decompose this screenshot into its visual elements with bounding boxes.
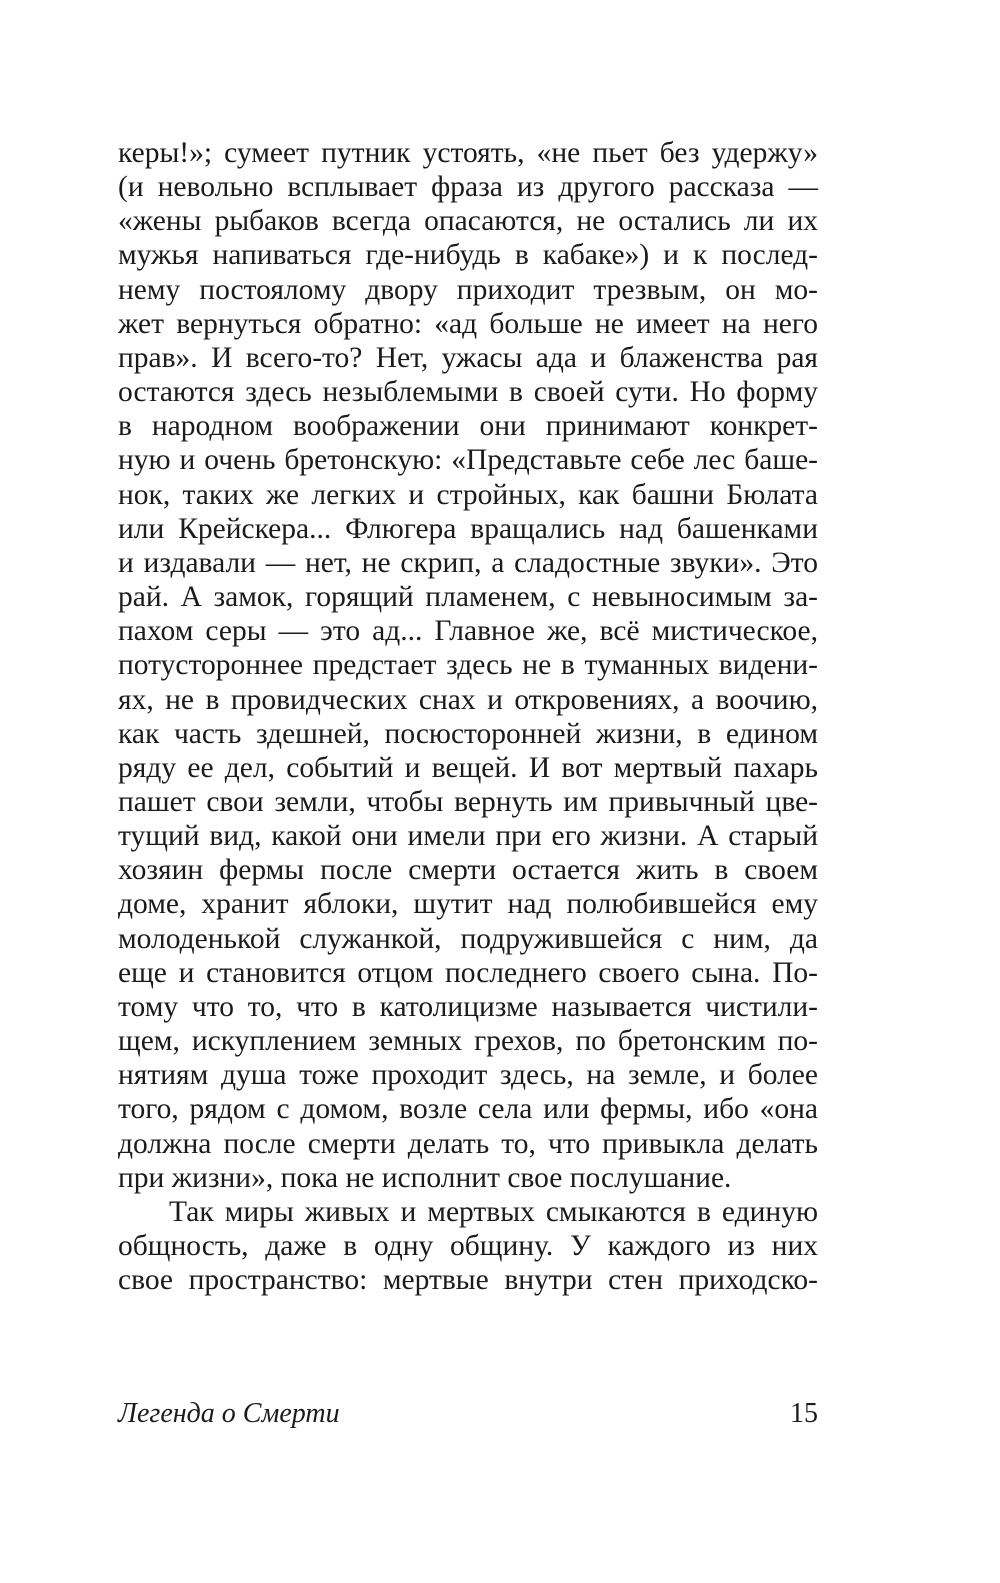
text-line: остаются здесь незыблемыми в своей сути. Но форму [118, 376, 818, 409]
text-line: при жизни», пока не исполнит свое послушание. [118, 1161, 732, 1194]
text-line: жет вернуться обратно: «ад больше не имеет на него [118, 307, 818, 340]
text-line: пашет свои земли, чтобы вернуть им привычный цве- [118, 785, 818, 818]
text-line: прав». И всего-то? Нет, ужасы ада и блаженства рая [118, 341, 818, 374]
text-line: того, рядом с домом, возле села или фермы, ибо «она [118, 1093, 818, 1126]
text-line: ях, не в провидческих снах и откровениях, а воочию, [118, 683, 818, 716]
paragraph-1 [118, 136, 818, 1195]
body-text [118, 136, 818, 1297]
text-line: доме, хранит яблоки, шутит над полюбившейся ему [118, 888, 818, 921]
text-line: пахом серы — это ад... Главное же, всё мистическое, [118, 615, 818, 648]
text-line: «жены рыбаков всегда опасаются, не остались ли их [118, 205, 818, 238]
page-footer [118, 1396, 818, 1432]
running-title: Легенда о Смерти [118, 1398, 340, 1429]
text-line: рай. А замок, горящий пламенем, с невыносимым за- [118, 581, 818, 614]
text-line: нок, таких же легких и стройных, как башни Бюлата [118, 478, 818, 511]
text-line: и издавали — нет, не скрип, а сладостные звуки». Это [118, 546, 818, 579]
text-line: должна после смерти делать то, что привыкла делать [118, 1127, 818, 1160]
page-number: 15 [790, 1398, 818, 1429]
text-line: нятиям душа тоже проходит здесь, на земле, и более [118, 1059, 818, 1092]
text-line: общность, даже в одну общину. У каждого из них [118, 1230, 818, 1262]
text-line: свое пространство: мертвые внутри стен приходско- [118, 1264, 818, 1297]
text-line: или Крейскера... Флюгера вращались над башенками [118, 512, 818, 545]
text-line: керы!»; сумеет путник устоять, «не пьет без удержу» [118, 137, 818, 169]
text-line: ную и очень бретонскую: «Представьте себе лес баше- [118, 444, 818, 477]
text-line: потустороннее предстает здесь не в туманных видени- [118, 649, 818, 682]
text-line: еще и становится отцом последнего своего сына. По- [118, 956, 818, 989]
paragraph-2 [118, 1195, 818, 1297]
text-line: мужья напиваться где-нибудь в кабаке») и к послед- [118, 239, 818, 272]
text-line: хозяин фермы после смерти остается жить в своем [118, 854, 818, 887]
text-line: (и невольно всплывает фраза из другого рассказа — [118, 171, 818, 204]
text-line: тущий вид, какой они имели при его жизни. А старый [118, 820, 818, 853]
text-line: в народном воображении они принимают конкрет- [118, 410, 818, 443]
text-line: щем, искуплением земных грехов, по бретонским по- [118, 1025, 818, 1058]
text-line: тому что то, что в католицизме называется чистили- [118, 990, 818, 1023]
text-line: Так миры живых и мертвых смыкаются в единую [169, 1195, 818, 1228]
text-line: как часть здешней, посюсторонней жизни, в едином [118, 717, 818, 750]
text-line: молоденькой служанкой, подружившейся с ним, да [118, 922, 818, 955]
text-line: ряду ее дел, событий и вещей. И вот мертвый пахарь [118, 751, 818, 784]
text-line: нему постоялому двору приходит трезвым, он мо- [118, 273, 818, 306]
